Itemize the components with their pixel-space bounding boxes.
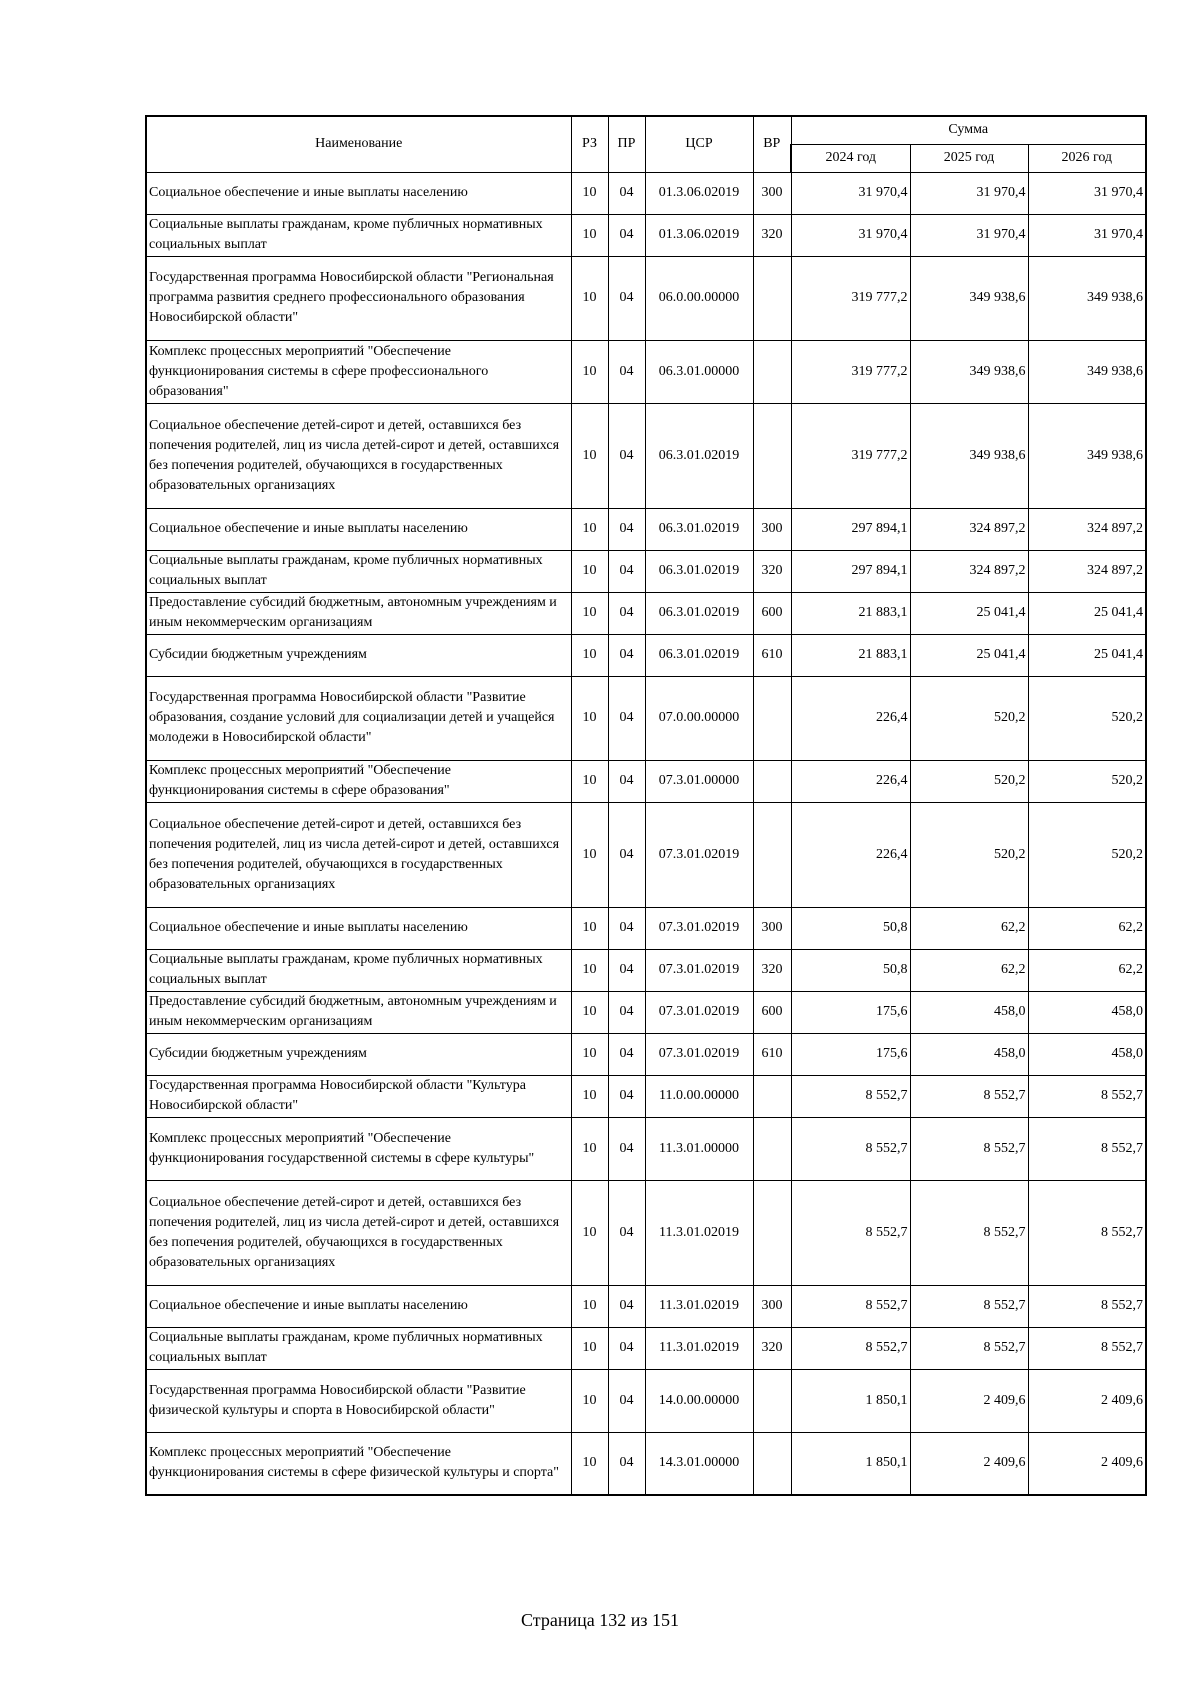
- cell-sum-2024: 8 552,7: [791, 1117, 910, 1180]
- cell-csr: 06.3.01.02019: [645, 403, 753, 508]
- cell-sum-2026: 25 041,4: [1028, 634, 1146, 676]
- cell-rz: 10: [571, 760, 608, 802]
- cell-pr: 04: [608, 1327, 645, 1369]
- cell-pr: 04: [608, 1180, 645, 1285]
- cell-sum-2025: 31 970,4: [910, 214, 1028, 256]
- cell-rz: 10: [571, 676, 608, 760]
- cell-vr: [753, 760, 791, 802]
- cell-sum-2026: 2 409,6: [1028, 1432, 1146, 1495]
- table-row: [146, 172, 1146, 214]
- cell-vr: [753, 1369, 791, 1432]
- cell-pr: 04: [608, 592, 645, 634]
- header-year-2025: 2025 год: [910, 144, 1028, 172]
- cell-sum-2026: 349 938,6: [1028, 340, 1146, 403]
- cell-name: Социальное обеспечение и иные выплаты населению: [146, 1285, 571, 1327]
- table-row: [146, 1075, 1146, 1117]
- table-row: [146, 403, 1146, 508]
- table-row: [146, 1432, 1146, 1495]
- cell-sum-2025: 520,2: [910, 802, 1028, 907]
- table-row: [146, 802, 1146, 907]
- table-header: [146, 116, 1146, 172]
- table-row: [146, 1285, 1146, 1327]
- cell-rz: 10: [571, 1285, 608, 1327]
- table-row: [146, 1033, 1146, 1075]
- cell-sum-2025: 31 970,4: [910, 172, 1028, 214]
- cell-rz: 10: [571, 592, 608, 634]
- cell-sum-2024: 1 850,1: [791, 1432, 910, 1495]
- cell-vr: [753, 340, 791, 403]
- cell-pr: 04: [608, 676, 645, 760]
- page-number: Страница 132 из 151: [521, 1610, 679, 1630]
- cell-vr: [753, 676, 791, 760]
- cell-vr: 320: [753, 550, 791, 592]
- cell-csr: 06.3.01.02019: [645, 508, 753, 550]
- header-year-2024: 2024 год: [791, 144, 910, 172]
- cell-rz: 10: [571, 1033, 608, 1075]
- cell-sum-2024: 21 883,1: [791, 634, 910, 676]
- header-rz: РЗ: [571, 116, 608, 172]
- cell-sum-2026: 324 897,2: [1028, 508, 1146, 550]
- cell-sum-2024: 21 883,1: [791, 592, 910, 634]
- cell-csr: 11.0.00.00000: [645, 1075, 753, 1117]
- cell-csr: 11.3.01.00000: [645, 1117, 753, 1180]
- cell-csr: 06.3.01.02019: [645, 592, 753, 634]
- cell-vr: [753, 1180, 791, 1285]
- cell-sum-2025: 62,2: [910, 949, 1028, 991]
- cell-sum-2025: 349 938,6: [910, 256, 1028, 340]
- cell-name: Социальное обеспечение детей-сирот и детей, оставшихся без попечения родителей, лиц из числа детей-сирот и детей, оставшихся без попечения родителей, обучающихся в государственных образовательных организациях: [146, 1180, 571, 1285]
- cell-sum-2026: 8 552,7: [1028, 1117, 1146, 1180]
- cell-vr: [753, 1117, 791, 1180]
- cell-csr: 06.3.01.02019: [645, 550, 753, 592]
- cell-sum-2026: 31 970,4: [1028, 214, 1146, 256]
- cell-csr: 07.3.01.02019: [645, 802, 753, 907]
- cell-csr: 06.0.00.00000: [645, 256, 753, 340]
- budget-table: [145, 115, 1147, 1496]
- cell-pr: 04: [608, 991, 645, 1033]
- cell-sum-2025: 8 552,7: [910, 1180, 1028, 1285]
- cell-sum-2026: 8 552,7: [1028, 1075, 1146, 1117]
- cell-vr: 320: [753, 214, 791, 256]
- cell-csr: 07.3.01.02019: [645, 949, 753, 991]
- header-name: Наименование: [146, 116, 571, 172]
- cell-rz: 10: [571, 1075, 608, 1117]
- cell-vr: [753, 1075, 791, 1117]
- cell-name: Социальные выплаты гражданам, кроме публичных нормативных социальных выплат: [146, 949, 571, 991]
- table-row: [146, 760, 1146, 802]
- cell-name: Социальные выплаты гражданам, кроме публичных нормативных социальных выплат: [146, 214, 571, 256]
- cell-rz: 10: [571, 550, 608, 592]
- cell-sum-2025: 25 041,4: [910, 592, 1028, 634]
- cell-sum-2024: 1 850,1: [791, 1369, 910, 1432]
- cell-pr: 04: [608, 508, 645, 550]
- table-row: [146, 676, 1146, 760]
- cell-sum-2026: 8 552,7: [1028, 1285, 1146, 1327]
- cell-pr: 04: [608, 214, 645, 256]
- cell-sum-2026: 349 938,6: [1028, 256, 1146, 340]
- cell-vr: 300: [753, 172, 791, 214]
- cell-name: Государственная программа Новосибирской области "Развитие образования, создание условий для социализации детей и учащейся молодежи в Новосибирской области": [146, 676, 571, 760]
- cell-sum-2024: 31 970,4: [791, 214, 910, 256]
- cell-vr: 600: [753, 592, 791, 634]
- cell-vr: 320: [753, 949, 791, 991]
- cell-pr: 04: [608, 172, 645, 214]
- cell-sum-2024: 175,6: [791, 991, 910, 1033]
- cell-pr: 04: [608, 1117, 645, 1180]
- cell-sum-2026: 349 938,6: [1028, 403, 1146, 508]
- cell-sum-2025: 520,2: [910, 676, 1028, 760]
- cell-name: Государственная программа Новосибирской области "Культура Новосибирской области": [146, 1075, 571, 1117]
- cell-rz: 10: [571, 802, 608, 907]
- cell-vr: [753, 256, 791, 340]
- cell-name: Комплекс процессных мероприятий "Обеспечение функционирования системы в сфере образования": [146, 760, 571, 802]
- cell-sum-2025: 8 552,7: [910, 1285, 1028, 1327]
- cell-pr: 04: [608, 802, 645, 907]
- cell-csr: 07.3.01.02019: [645, 991, 753, 1033]
- cell-csr: 11.3.01.02019: [645, 1285, 753, 1327]
- cell-sum-2024: 226,4: [791, 802, 910, 907]
- cell-sum-2025: 8 552,7: [910, 1327, 1028, 1369]
- cell-csr: 11.3.01.02019: [645, 1180, 753, 1285]
- cell-csr: 06.3.01.00000: [645, 340, 753, 403]
- cell-sum-2025: 349 938,6: [910, 340, 1028, 403]
- header-pr: ПР: [608, 116, 645, 172]
- cell-name: Субсидии бюджетным учреждениям: [146, 634, 571, 676]
- cell-pr: 04: [608, 907, 645, 949]
- cell-rz: 10: [571, 214, 608, 256]
- cell-sum-2025: 62,2: [910, 907, 1028, 949]
- cell-sum-2025: 324 897,2: [910, 508, 1028, 550]
- cell-name: Государственная программа Новосибирской области "Региональная программа развития среднего профессионального образования Новосибирской области": [146, 256, 571, 340]
- cell-pr: 04: [608, 1369, 645, 1432]
- cell-sum-2025: 324 897,2: [910, 550, 1028, 592]
- cell-pr: 04: [608, 1033, 645, 1075]
- cell-csr: 07.0.00.00000: [645, 676, 753, 760]
- cell-sum-2026: 520,2: [1028, 802, 1146, 907]
- cell-sum-2025: 8 552,7: [910, 1075, 1028, 1117]
- cell-pr: 04: [608, 1075, 645, 1117]
- cell-sum-2024: 175,6: [791, 1033, 910, 1075]
- cell-rz: 10: [571, 508, 608, 550]
- cell-pr: 04: [608, 340, 645, 403]
- cell-sum-2024: 50,8: [791, 949, 910, 991]
- cell-name: Социальное обеспечение и иные выплаты населению: [146, 172, 571, 214]
- cell-sum-2026: 8 552,7: [1028, 1327, 1146, 1369]
- table-row: [146, 550, 1146, 592]
- cell-vr: [753, 1432, 791, 1495]
- cell-vr: [753, 802, 791, 907]
- cell-sum-2024: 8 552,7: [791, 1285, 910, 1327]
- cell-name: Социальное обеспечение и иные выплаты населению: [146, 508, 571, 550]
- cell-sum-2025: 8 552,7: [910, 1117, 1028, 1180]
- cell-sum-2026: 31 970,4: [1028, 172, 1146, 214]
- table-row: [146, 214, 1146, 256]
- cell-name: Социальное обеспечение и иные выплаты населению: [146, 907, 571, 949]
- table-body: [146, 172, 1146, 1495]
- header-vr: ВР: [753, 116, 791, 172]
- table-row: [146, 991, 1146, 1033]
- table-row: [146, 1369, 1146, 1432]
- cell-rz: 10: [571, 1369, 608, 1432]
- cell-csr: 07.3.01.00000: [645, 760, 753, 802]
- cell-pr: 04: [608, 949, 645, 991]
- cell-pr: 04: [608, 634, 645, 676]
- table-row: [146, 949, 1146, 991]
- cell-sum-2025: 25 041,4: [910, 634, 1028, 676]
- cell-csr: 07.3.01.02019: [645, 907, 753, 949]
- table-row: [146, 1117, 1146, 1180]
- cell-rz: 10: [571, 991, 608, 1033]
- cell-sum-2026: 520,2: [1028, 676, 1146, 760]
- cell-rz: 10: [571, 949, 608, 991]
- cell-sum-2026: 2 409,6: [1028, 1369, 1146, 1432]
- cell-pr: 04: [608, 760, 645, 802]
- cell-rz: 10: [571, 1180, 608, 1285]
- cell-sum-2026: 520,2: [1028, 760, 1146, 802]
- cell-csr: 07.3.01.02019: [645, 1033, 753, 1075]
- cell-vr: 610: [753, 634, 791, 676]
- cell-sum-2024: 319 777,2: [791, 256, 910, 340]
- cell-sum-2025: 2 409,6: [910, 1432, 1028, 1495]
- cell-name: Социальное обеспечение детей-сирот и детей, оставшихся без попечения родителей, лиц из числа детей-сирот и детей, оставшихся без попечения родителей, обучающихся в государственных образовательных организациях: [146, 403, 571, 508]
- cell-vr: 300: [753, 1285, 791, 1327]
- cell-vr: 610: [753, 1033, 791, 1075]
- cell-vr: 320: [753, 1327, 791, 1369]
- cell-sum-2026: 8 552,7: [1028, 1180, 1146, 1285]
- cell-sum-2026: 25 041,4: [1028, 592, 1146, 634]
- cell-vr: 300: [753, 907, 791, 949]
- cell-sum-2025: 349 938,6: [910, 403, 1028, 508]
- cell-name: Социальные выплаты гражданам, кроме публичных нормативных социальных выплат: [146, 550, 571, 592]
- cell-sum-2024: 8 552,7: [791, 1327, 910, 1369]
- table-row: [146, 907, 1146, 949]
- cell-name: Социальное обеспечение детей-сирот и детей, оставшихся без попечения родителей, лиц из числа детей-сирот и детей, оставшихся без попечения родителей, обучающихся в государственных образовательных организациях: [146, 802, 571, 907]
- cell-csr: 06.3.01.02019: [645, 634, 753, 676]
- cell-sum-2024: 297 894,1: [791, 550, 910, 592]
- cell-sum-2024: 31 970,4: [791, 172, 910, 214]
- cell-name: Комплекс процессных мероприятий "Обеспечение функционирования государственной системы в сфере культуры": [146, 1117, 571, 1180]
- cell-name: Социальные выплаты гражданам, кроме публичных нормативных социальных выплат: [146, 1327, 571, 1369]
- cell-vr: 300: [753, 508, 791, 550]
- cell-name: Субсидии бюджетным учреждениям: [146, 1033, 571, 1075]
- cell-sum-2024: 226,4: [791, 760, 910, 802]
- header-sum: Сумма: [791, 116, 1146, 144]
- cell-pr: 04: [608, 403, 645, 508]
- cell-csr: 01.3.06.02019: [645, 172, 753, 214]
- cell-sum-2025: 458,0: [910, 991, 1028, 1033]
- table-row: [146, 256, 1146, 340]
- cell-rz: 10: [571, 907, 608, 949]
- cell-csr: 14.0.00.00000: [645, 1369, 753, 1432]
- cell-pr: 04: [608, 256, 645, 340]
- cell-sum-2025: 520,2: [910, 760, 1028, 802]
- cell-sum-2026: 458,0: [1028, 991, 1146, 1033]
- cell-sum-2024: 50,8: [791, 907, 910, 949]
- cell-pr: 04: [608, 550, 645, 592]
- cell-pr: 04: [608, 1285, 645, 1327]
- cell-rz: 10: [571, 340, 608, 403]
- cell-sum-2026: 62,2: [1028, 907, 1146, 949]
- cell-csr: 01.3.06.02019: [645, 214, 753, 256]
- cell-name: Комплекс процессных мероприятий "Обеспечение функционирования системы в сфере физической культуры и спорта": [146, 1432, 571, 1495]
- cell-rz: 10: [571, 634, 608, 676]
- cell-sum-2024: 319 777,2: [791, 340, 910, 403]
- cell-rz: 10: [571, 1117, 608, 1180]
- table-row: [146, 634, 1146, 676]
- table-row: [146, 340, 1146, 403]
- header-csr: ЦСР: [645, 116, 753, 172]
- cell-sum-2024: 226,4: [791, 676, 910, 760]
- cell-sum-2024: 297 894,1: [791, 508, 910, 550]
- table-row: [146, 1180, 1146, 1285]
- header-year-2026: 2026 год: [1028, 144, 1146, 172]
- cell-pr: 04: [608, 1432, 645, 1495]
- cell-vr: [753, 403, 791, 508]
- cell-sum-2025: 2 409,6: [910, 1369, 1028, 1432]
- cell-rz: 10: [571, 172, 608, 214]
- table-row: [146, 1327, 1146, 1369]
- cell-sum-2025: 458,0: [910, 1033, 1028, 1075]
- cell-sum-2024: 319 777,2: [791, 403, 910, 508]
- cell-sum-2026: 324 897,2: [1028, 550, 1146, 592]
- cell-name: Комплекс процессных мероприятий "Обеспечение функционирования системы в сфере профессионального образования": [146, 340, 571, 403]
- table-row: [146, 508, 1146, 550]
- cell-csr: 11.3.01.02019: [645, 1327, 753, 1369]
- cell-name: Предоставление субсидий бюджетным, автономным учреждениям и иным некоммерческим организациям: [146, 991, 571, 1033]
- cell-rz: 10: [571, 1327, 608, 1369]
- cell-sum-2026: 458,0: [1028, 1033, 1146, 1075]
- cell-rz: 10: [571, 256, 608, 340]
- cell-sum-2024: 8 552,7: [791, 1180, 910, 1285]
- cell-sum-2026: 62,2: [1028, 949, 1146, 991]
- cell-rz: 10: [571, 403, 608, 508]
- cell-rz: 10: [571, 1432, 608, 1495]
- cell-name: Предоставление субсидий бюджетным, автономным учреждениям и иным некоммерческим организациям: [146, 592, 571, 634]
- table-row: [146, 592, 1146, 634]
- cell-csr: 14.3.01.00000: [645, 1432, 753, 1495]
- cell-sum-2024: 8 552,7: [791, 1075, 910, 1117]
- cell-name: Государственная программа Новосибирской области "Развитие физической культуры и спорта в Новосибирской области": [146, 1369, 571, 1432]
- cell-vr: 600: [753, 991, 791, 1033]
